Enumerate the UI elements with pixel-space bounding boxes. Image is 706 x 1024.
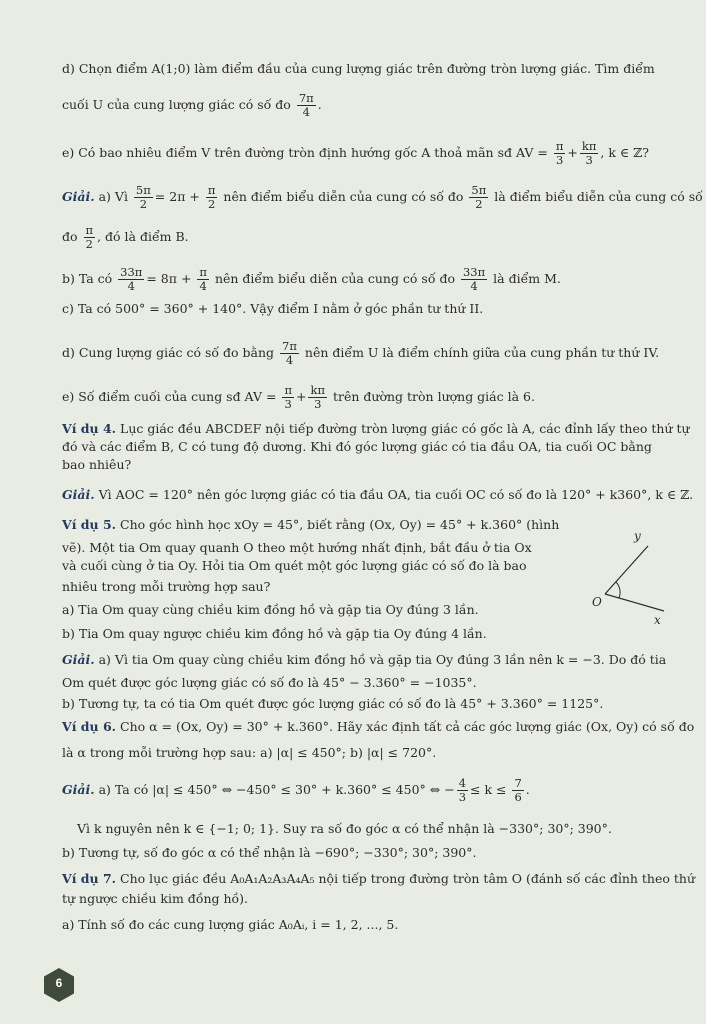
fraction: $\frac{\pi}{2}$ bbox=[207, 183, 216, 211]
example-7-line2: tự ngược chiều kim đồng hồ). bbox=[62, 891, 249, 906]
fraction: $\frac{k\pi}{3}$ bbox=[310, 383, 326, 411]
fraction: $\frac{k\pi}{3}$ bbox=[581, 139, 597, 167]
fraction: $\frac{5\pi}{2}$ bbox=[135, 183, 151, 211]
fraction: $\frac{\pi}{3}$ bbox=[555, 139, 564, 167]
solution-6-line2: Vì k nguyên nên k ∈ {−1; 0; 1}. Suy ra số đo góc α có thể nhận là −330°; 30°; 390°. bbox=[77, 821, 612, 836]
solution-a: Giải. a) Vì $\frac{5\pi}{2}$ = 2π + $\frac{\pi}{2}$ nên điểm biểu diễn của cung có số đo $\frac{5\pi}{2}$ là điểm biểu diễn của cung có số bbox=[62, 183, 703, 211]
example-6-line2: là α trong mỗi trường hợp sau: a) |α| ≤ 450°; b) |α| ≤ 720°. bbox=[62, 745, 437, 760]
solution-6-line3: b) Tương tự, số đo góc α có thể nhận là −690°; −330°; 30°; 390°. bbox=[62, 845, 477, 860]
example-4-line2: đó và các điểm B, C có tung độ dương. Khi đó góc lượng giác có tia đầu OA, tia cuối OC bằng bbox=[62, 439, 652, 454]
fraction: $\frac{\pi}{2}$ bbox=[85, 223, 94, 251]
ray-oy bbox=[605, 546, 648, 594]
example-6: Ví dụ 6. Cho α = (Ox, Oy) = 30° + k.360°. Hãy xác định tất cả các góc lượng giác (Ox, Oy) có số đo bbox=[62, 719, 695, 734]
fraction: $\frac{5\pi}{2}$ bbox=[471, 183, 487, 211]
page-number-badge bbox=[41, 967, 77, 1003]
angle-diagram bbox=[572, 526, 692, 630]
fraction: $\frac{33\pi}{4}$ bbox=[120, 265, 143, 293]
example-5-line2: vẽ). Một tia Om quay quanh O theo một hướng nhất định, bắt đầu ở tia Ox bbox=[62, 540, 532, 555]
angle-figure bbox=[572, 526, 692, 630]
solution-4: Giải. Vì AOC = 120° nên góc lượng giác có tia đầu OA, tia cuối OC có số đo là 120° + k360°, k ∈ ℤ. bbox=[62, 487, 694, 502]
example-7-a: a) Tính số đo các cung lượng giác A₀Aᵢ, i = 1, 2, ..., 5. bbox=[62, 917, 399, 932]
solution-d: d) Cung lượng giác có số đo bằng $\frac{7\pi}{4}$ nên điểm U là điểm chính giữa của cung phần tư thứ IV. bbox=[62, 339, 660, 367]
solution-a-cont: đo $\frac{\pi}{2}$ , đó là điểm B. bbox=[62, 223, 189, 251]
fraction: $\frac{33\pi}{4}$ bbox=[462, 265, 486, 293]
example-5-b: b) Tia Om quay ngược chiều kim đồng hồ và gặp tia Oy đúng 4 lần. bbox=[62, 626, 487, 641]
exercise-d-cont: cuối U của cung lượng giác có số đo $\frac{7\pi}{4}$ . bbox=[62, 91, 322, 119]
fraction: $\frac{7\pi}{4}$ bbox=[298, 91, 314, 119]
example-5-a: a) Tia Om quay cùng chiều kim đồng hồ và gặp tia Oy đúng 3 lần. bbox=[62, 602, 479, 617]
example-4-line3: bao nhiêu? bbox=[62, 457, 132, 472]
example-5: Ví dụ 5. Cho góc hình học xOy = 45°, biết rằng (Ox, Oy) = 45° + k.360° (hình bbox=[62, 517, 560, 532]
angle-arc bbox=[616, 582, 620, 598]
fraction: $\frac{4}{3}$ bbox=[458, 776, 467, 804]
example-5-line4: nhiêu trong mỗi trường hợp sau? bbox=[62, 579, 271, 594]
example-4: Ví dụ 4. Lục giác đều ABCDEF nội tiếp đường tròn lượng giác có gốc là A, các đỉnh lấy theo thứ tự bbox=[62, 421, 690, 436]
page-number: 6 bbox=[55, 976, 63, 990]
fraction: $\frac{\pi}{4}$ bbox=[199, 265, 207, 293]
label-x: x bbox=[654, 613, 661, 627]
solution-c: c) Ta có 500° = 360° + 140°. Vậy điểm I nằm ở góc phần tư thứ II. bbox=[62, 301, 484, 316]
example-7: Ví dụ 7. Cho lục giác đều A₀A₁A₂A₃A₄A₅ nội tiếp trong đường tròn tâm O (đánh số các đỉnh theo thứ bbox=[62, 871, 695, 886]
example-5-line3: và cuối cùng ở tia Oy. Hỏi tia Om quét một góc lượng giác có số đo là bao bbox=[62, 558, 527, 573]
fraction: $\frac{\pi}{3}$ bbox=[284, 383, 292, 411]
ray-ox bbox=[605, 594, 664, 611]
solution-5-line2: Om quét được góc lượng giác có số đo là 45° − 3.360° = −1035°. bbox=[62, 675, 477, 690]
fraction: $\frac{7}{6}$ bbox=[514, 776, 522, 804]
label-y: y bbox=[634, 529, 641, 543]
solution-6: Giải. a) Ta có |α| ≤ 450° ⇔ −450° ≤ 30° + k.360° ≤ 450° ⇔ − $\frac{4}{3}$ ≤ k ≤ $\frac{7}{6}$ . bbox=[62, 776, 530, 804]
exercise-e: e) Có bao nhiêu điểm V trên đường tròn định hướng gốc A thoả mãn sđ AV = $\frac{\pi}{3}$ + $\frac{k\pi}{3}$ , k ∈ ℤ? bbox=[62, 139, 649, 167]
solution-b: b) Ta có $\frac{33\pi}{4}$ = 8π + $\frac{\pi}{4}$ nên điểm biểu diễn của cung có số đo $\frac{33\pi}{4}$ là điểm M. bbox=[62, 265, 561, 293]
exercise-d: d) Chọn điểm A(1;0) làm điểm đầu của cung lượng giác trên đường tròn lượng giác. Tìm điểm bbox=[62, 61, 655, 76]
solution-e: e) Số điểm cuối của cung sđ AV = $\frac{\pi}{3}$ + $\frac{k\pi}{3}$ trên đường tròn lượng giác là 6. bbox=[62, 383, 535, 411]
label-o: O bbox=[592, 595, 602, 609]
fraction: $\frac{7\pi}{4}$ bbox=[282, 339, 297, 367]
solution-5: Giải. a) Vì tia Om quay cùng chiều kim đồng hồ và gặp tia Oy đúng 3 lần nên k = −3. Do đó tia bbox=[62, 652, 667, 667]
solution-5-line3: b) Tương tự, ta có tia Om quét được góc lượng giác có số đo là 45° + 3.360° = 1125°. bbox=[62, 696, 604, 711]
